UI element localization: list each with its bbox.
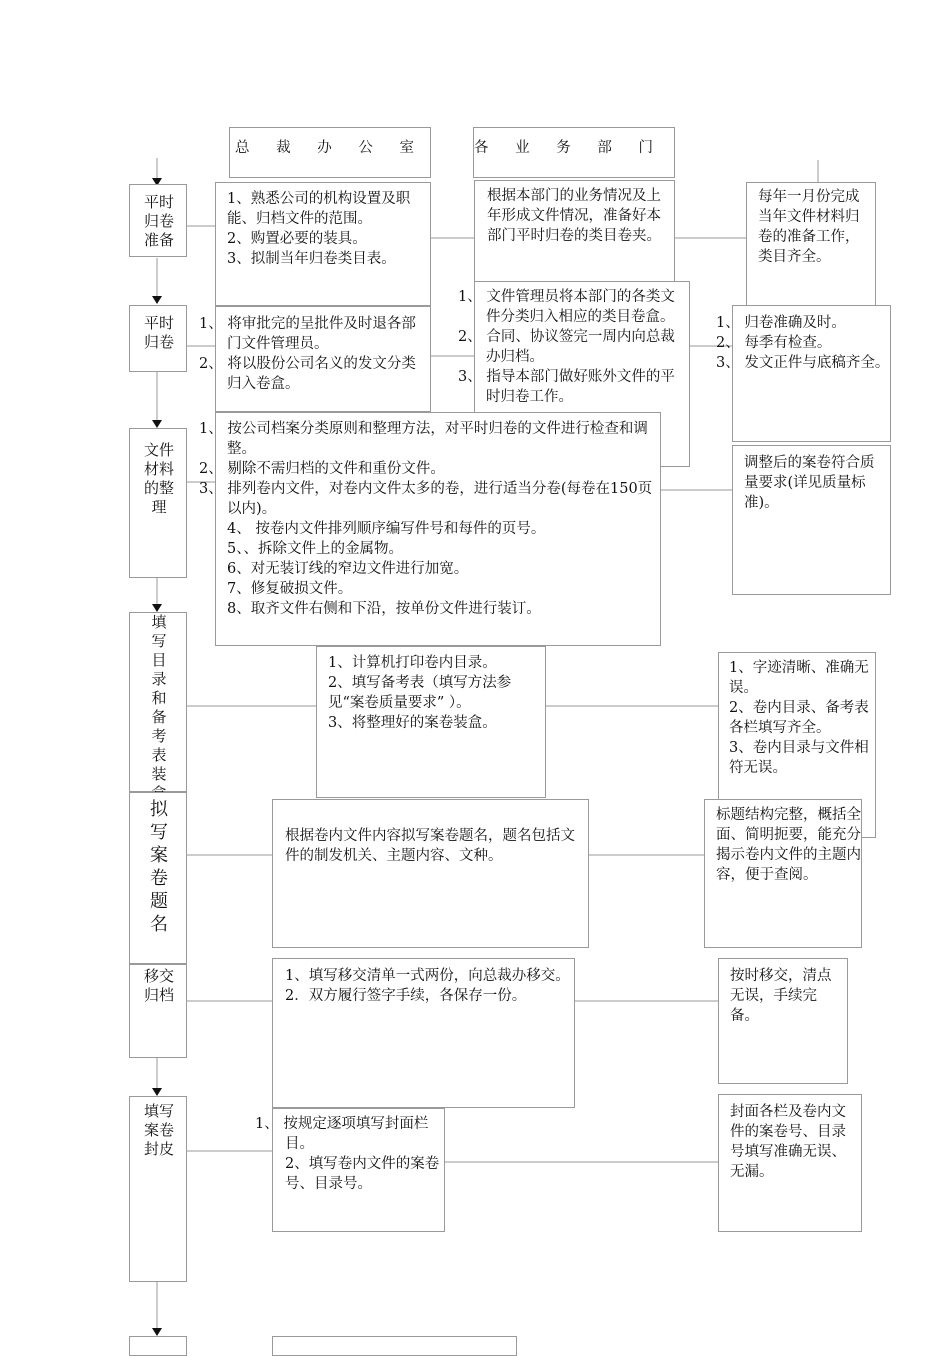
office-task-archive bbox=[199, 306, 431, 412]
list-item: 2、 合同、协议签完一周内向总裁办归档。 bbox=[458, 329, 675, 365]
arrow-down-icon bbox=[152, 1328, 162, 1336]
list-item: 调整后的案卷符合质量要求(详见质量标准)。 bbox=[744, 455, 875, 511]
list-item: 3、拟制当年归卷类目表。 bbox=[227, 251, 396, 267]
list-item: 7、修复破损文件。 bbox=[227, 581, 353, 597]
step-next bbox=[129, 1336, 187, 1356]
list-item: 1、 按公司档案分类原则和整理方法，对平时归卷的文件进行检查和调整。 bbox=[199, 421, 648, 457]
standard-title bbox=[704, 799, 862, 948]
step-label: 平时归卷准备 bbox=[143, 193, 174, 249]
step-label: 填写目录和备考表装 bbox=[151, 613, 167, 783]
list-item: 1、 按规定逐项填写封面栏目。 bbox=[255, 1116, 429, 1152]
box-text bbox=[458, 287, 686, 407]
list-item: 3、 发文正件与底稿齐全。 bbox=[716, 355, 890, 371]
list-item: 4、 按卷内文件排列顺序编写件号和每件的页号。 bbox=[227, 521, 546, 537]
box-text bbox=[328, 653, 540, 733]
list-item: 根据本部门的业务情况及上年形成文件情况，准备好本部门平时归卷的类目卷夹。 bbox=[487, 188, 661, 244]
list-item: 2、填写卷内文件的案卷号、目录号。 bbox=[285, 1156, 440, 1192]
box-text bbox=[199, 314, 427, 394]
box-text bbox=[744, 453, 884, 513]
dept-task-prepare bbox=[474, 180, 675, 283]
step-fill-catalog bbox=[129, 612, 187, 792]
list-item: 2、 将以股份公司名义的发文分类归入卷盒。 bbox=[199, 356, 416, 392]
box-text bbox=[255, 1114, 441, 1194]
office-task-transfer bbox=[272, 958, 575, 1108]
list-item: 1、 文件管理员将本部门的各类文件分类归入相应的类目卷盒。 bbox=[458, 289, 675, 325]
box-text bbox=[285, 966, 571, 1006]
standard-prepare bbox=[746, 182, 876, 306]
step-organize bbox=[129, 428, 187, 578]
list-item: 每年一月份完成当年文件材料归卷的准备工作，类目齐全。 bbox=[758, 189, 860, 265]
office-task-fill-catalog bbox=[316, 646, 546, 798]
list-item: 5、、拆除文件上的金属物。 bbox=[227, 541, 403, 557]
list-item: 1、 将审批完的呈批件及时退各部门文件管理员。 bbox=[199, 316, 416, 352]
list-item: 1、计算机打印卷内目录。 bbox=[328, 655, 497, 671]
office-task-organize bbox=[199, 412, 661, 646]
box-text bbox=[285, 826, 583, 866]
arrow-down-icon bbox=[152, 420, 162, 428]
list-item: 2．双方履行签字手续，各保存一份。 bbox=[285, 988, 527, 1004]
step-label: 移交归档 bbox=[143, 967, 174, 1004]
list-item: 3、 排列卷内文件，对卷内文件太多的卷，进行适当分卷(每卷在150页以内)。 bbox=[199, 481, 653, 517]
list-item: 2、 每季有检查。 bbox=[716, 335, 832, 351]
arrow-down-icon bbox=[152, 296, 162, 304]
box-text bbox=[730, 966, 842, 1026]
list-item: 6、对无装订线的窄边文件进行加宽。 bbox=[227, 561, 469, 577]
box-text bbox=[227, 189, 427, 269]
arrow-down-icon bbox=[152, 1088, 162, 1096]
list-item: 1、填写移交清单一式两份，向总裁办移交。 bbox=[285, 968, 570, 984]
standard-transfer bbox=[718, 958, 848, 1084]
list-item: 1、 归卷准确及时。 bbox=[716, 315, 846, 331]
list-item: 3、卷内目录与文件相符无误。 bbox=[729, 740, 869, 776]
list-item: 1、熟悉公司的机构设置及职能、归档文件的范围。 bbox=[227, 191, 411, 227]
list-item: 2、 剔除不需归档的文件和重份文件。 bbox=[199, 461, 445, 477]
standard-archive bbox=[716, 305, 891, 442]
step-label: 拟写案卷题名 bbox=[150, 799, 168, 935]
list-item: 3、 指导本部门做好账外文件的平时归卷工作。 bbox=[458, 369, 675, 405]
departments-header-box bbox=[473, 127, 675, 178]
step-archive bbox=[129, 305, 187, 372]
step-prepare bbox=[129, 184, 187, 257]
departments-header: 各 业 务 部 门 bbox=[474, 140, 664, 156]
list-item: 封面各栏及卷内文件的案卷号、目录号填写准确无误、无漏。 bbox=[730, 1104, 846, 1180]
list-item: 根据卷内文件内容拟写案卷题名，题名包括文件的制发机关、主题内容、文种。 bbox=[285, 828, 575, 864]
office-header-box bbox=[229, 127, 431, 178]
list-item: 标题结构完整，概括全面、简明扼要，能充分揭示卷内文件的主题内容，便于查阅。 bbox=[716, 807, 861, 883]
box-text bbox=[487, 186, 667, 246]
standard-cover bbox=[718, 1094, 862, 1232]
step-label: 文件材料的整理 bbox=[143, 441, 174, 516]
arrow-down-icon bbox=[152, 604, 162, 612]
list-item: 1、字迹清晰、准确无误。 bbox=[729, 660, 869, 696]
office-header: 总 裁 办 公 室 bbox=[235, 140, 425, 156]
list-item: 2、填写备考表（填写方法参见“案卷质量要求” ）。 bbox=[328, 675, 512, 711]
step-label: 平时归卷 bbox=[143, 314, 174, 351]
office-task-prepare bbox=[215, 182, 431, 306]
step-title bbox=[129, 792, 187, 964]
list-item: 8、取齐文件右侧和下沿，按单份文件进行装订。 bbox=[227, 601, 541, 617]
step-cover bbox=[129, 1096, 187, 1282]
list-item: 2、购置必要的装具。 bbox=[227, 231, 367, 247]
standard-organize bbox=[732, 445, 891, 595]
list-item: 3、将整理好的案卷装盒。 bbox=[328, 715, 497, 731]
list-item: 2、卷内目录、备考表各栏填写齐全。 bbox=[729, 700, 869, 736]
box-text bbox=[730, 1102, 860, 1182]
list-item: 按时移交，清点无误，手续完备。 bbox=[730, 968, 832, 1024]
box-text bbox=[716, 313, 890, 373]
next-task-box bbox=[272, 1336, 517, 1356]
box-text bbox=[716, 805, 862, 885]
box-text bbox=[758, 187, 870, 267]
office-task-cover bbox=[255, 1108, 445, 1232]
step-label: 填写案卷封皮 bbox=[143, 1102, 174, 1158]
office-task-title bbox=[272, 799, 589, 948]
box-text bbox=[199, 419, 655, 619]
step-transfer bbox=[129, 964, 187, 1058]
box-text bbox=[729, 658, 875, 778]
